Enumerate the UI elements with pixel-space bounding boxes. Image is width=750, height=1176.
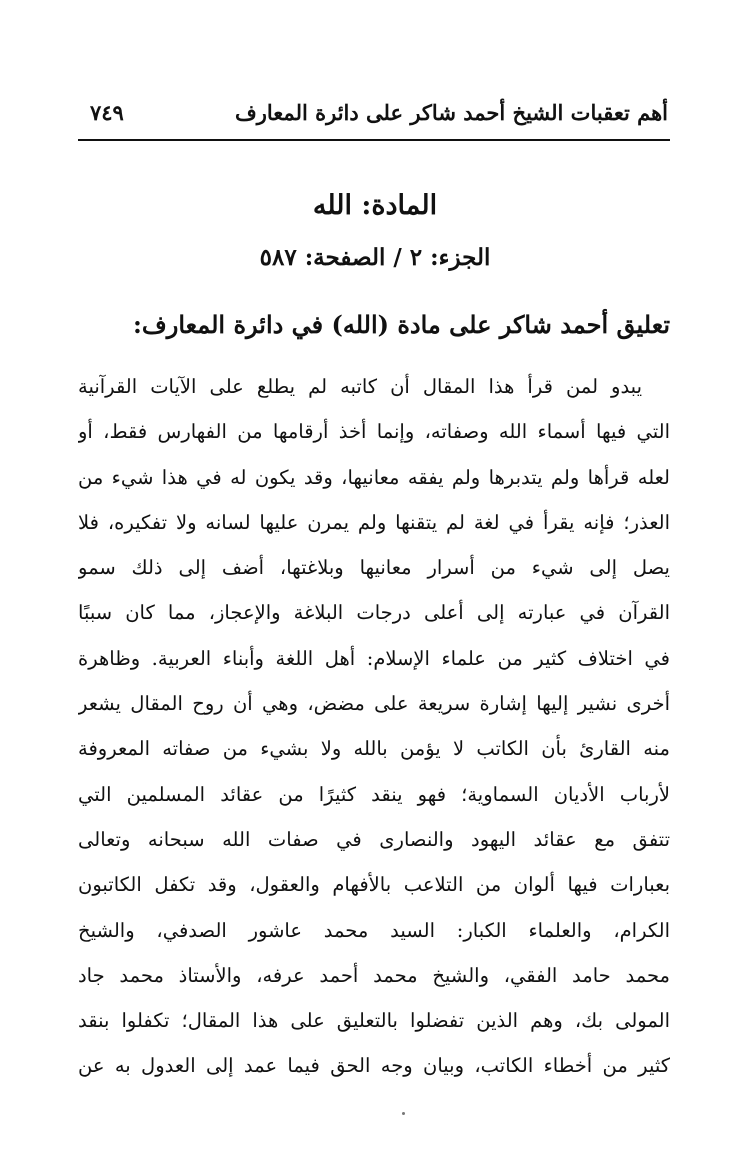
text-line: الكرام، والعلماء الكبار: السيد محمد عاشور الصدفي، والشيخ	[78, 918, 670, 942]
text-line: المولى بك، وهم الذين تفضلوا بالتعليق على هذا المقال؛ تكفلوا بنقد	[78, 1009, 670, 1033]
text-line: تتفق مع عقائد اليهود والنصارى في صفات الله سبحانه وتعالى	[78, 827, 670, 851]
text-line: القرآن في عبارته إلى أعلى درجات البلاغة والإعجاز، مما كان سببًا	[78, 601, 670, 625]
text-line: التي فيها أسماء الله وصفاته، وإنما أخذ أرقامها من الفهارس فقط، أو	[78, 420, 670, 444]
text-line: يصل إلى شيء من أسرار معانيها وبلاغتها، أضف إلى ذلك سمو	[78, 556, 670, 580]
section-heading: تعليق أحمد شاكر على مادة (الله) في دائرة المعارف:	[133, 310, 670, 339]
page-number: ٧٤٩	[90, 100, 124, 125]
text-line: يبدو لمن قرأ هذا المقال أن كاتبه لم يطلع على الآيات القرآنية	[78, 375, 642, 398]
body-paragraph	[78, 364, 670, 1089]
header-divider	[78, 139, 670, 141]
entry-title: المادة: الله	[312, 190, 438, 221]
text-line: منه القارئ بأن الكاتب لا يؤمن بالله ولا بشيء من صفاته المعروفة	[78, 737, 670, 761]
running-title: أهم تعقبات الشيخ أحمد شاكر على دائرة المعارف	[234, 100, 668, 125]
entry-reference: الجزء: ٢ / الصفحة: ٥٨٧	[259, 244, 491, 271]
text-line: بعبارات فيها ألوان من التلاعب بالأفهام والعقول، وقد تكفل الكاتبون	[78, 873, 670, 897]
text-line: في اختلاف كثير من علماء الإسلام: أهل اللغة وأبناء العربية. وظاهرة	[78, 646, 670, 670]
text-line: أخرى نشير إليها إشارة سريعة على مضض، وهي أن روح المقال يشعر	[78, 692, 670, 716]
scan-speck	[402, 1112, 405, 1115]
running-header	[78, 100, 668, 134]
text-line: كثير من أخطاء الكاتب، وبيان وجه الحق فيما عمد إلى العدول به عن	[78, 1054, 670, 1078]
text-line: لعله قرأها ولم يتدبرها ولم يفقه معانيها، وقد يكون له في هذا شيء من	[78, 465, 670, 489]
text-line: العذر؛ فإنه يقرأ في لغة لم يتقنها ولم يمرن عليها لسانه ولا تفكيره، فلا	[78, 510, 670, 534]
text-line: محمد حامد الفقي، والشيخ محمد أحمد عرفه، والأستاذ محمد جاد	[78, 963, 670, 987]
text-line: لأرباب الأديان السماوية؛ فهو ينقد كثيرًا من عقائد المسلمين التي	[78, 782, 670, 806]
